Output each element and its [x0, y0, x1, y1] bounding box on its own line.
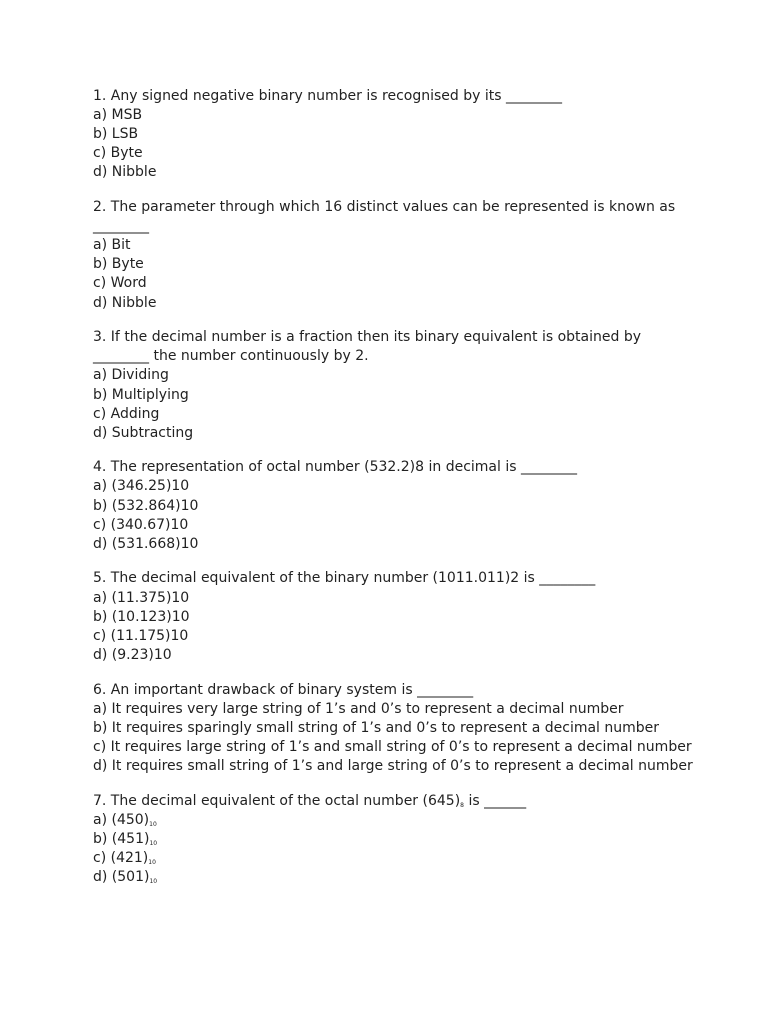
- option-a: a) (346.25)10: [93, 478, 190, 495]
- base-subscript: 10: [149, 820, 157, 828]
- stem-text: 7. The decimal equivalent of the octal number (645): [93, 792, 461, 809]
- option-text: a) (450): [93, 811, 150, 828]
- question-stem: 3. If the decimal number is a fraction then its binary equivalent is obtained by: [93, 329, 641, 346]
- option-d: d) Subtracting: [93, 424, 194, 441]
- option-d: d) It requires small string of 1’s and large string of 0’s to represent a decimal number: [93, 757, 693, 774]
- question-7: [93, 792, 693, 887]
- option-a: a) Bit: [93, 237, 131, 254]
- question-3: [93, 328, 693, 443]
- option-a: [93, 811, 693, 830]
- option-d: [93, 868, 693, 887]
- option-b: b) It requires sparingly small string of 1’s and 0’s to represent a decimal number: [93, 719, 660, 736]
- option-c: c) It requires large string of 1’s and small string of 0’s to represent a decimal number: [93, 738, 692, 755]
- question-2: [93, 198, 693, 313]
- option-c: c) (340.67)10: [93, 516, 189, 533]
- option-a: a) MSB: [93, 107, 143, 124]
- question-stem: 1. Any signed negative binary number is recognised by its ________: [93, 88, 562, 104]
- option-d: d) Nibble: [93, 164, 157, 181]
- option-a: a) Dividing: [93, 367, 169, 384]
- option-c: [93, 849, 693, 868]
- question-stem: 5. The decimal equivalent of the binary number (1011.011)2 is ________: [93, 570, 596, 587]
- option-c: c) Adding: [93, 405, 160, 422]
- base-subscript: 10: [148, 858, 156, 866]
- base-subscript: 10: [149, 877, 158, 885]
- option-c: c) Byte: [93, 145, 143, 162]
- option-text: b) (451): [93, 830, 150, 847]
- question-stem-continued: ________: [93, 218, 149, 235]
- stem-text-end: is ______: [464, 792, 527, 809]
- question-stem: 2. The parameter through which 16 distinct values can be represented is known as: [93, 199, 676, 216]
- option-b: [93, 830, 693, 849]
- option-text: c) (421): [93, 849, 149, 866]
- question-1: [93, 87, 693, 182]
- option-b: b) (532.864)10: [93, 497, 199, 514]
- option-c: c) Word: [93, 275, 147, 292]
- option-b: b) Byte: [93, 256, 144, 273]
- base-subscript: 10: [149, 839, 158, 847]
- base-subscript: 8: [460, 801, 464, 809]
- quiz-document: [93, 87, 693, 903]
- option-d: d) Nibble: [93, 294, 157, 311]
- question-stem: 6. An important drawback of binary system is ________: [93, 681, 474, 698]
- option-c: c) (11.175)10: [93, 627, 189, 644]
- option-d: d) (531.668)10: [93, 535, 199, 552]
- option-a: a) It requires very large string of 1’s and 0’s to represent a decimal number: [93, 700, 624, 717]
- option-b: b) LSB: [93, 126, 139, 143]
- option-d: d) (9.23)10: [93, 646, 172, 663]
- question-6: [93, 681, 693, 776]
- question-stem: 4. The representation of octal number (532.2)8 in decimal is ________: [93, 459, 577, 476]
- question-stem: [93, 792, 693, 811]
- option-text: d) (501): [93, 868, 150, 885]
- question-4: [93, 458, 693, 553]
- question-5: [93, 569, 693, 664]
- option-a: a) (11.375)10: [93, 589, 190, 606]
- question-stem-continued: ________ the number continuously by 2.: [93, 348, 369, 365]
- option-b: b) Multiplying: [93, 386, 189, 403]
- option-b: b) (10.123)10: [93, 608, 190, 625]
